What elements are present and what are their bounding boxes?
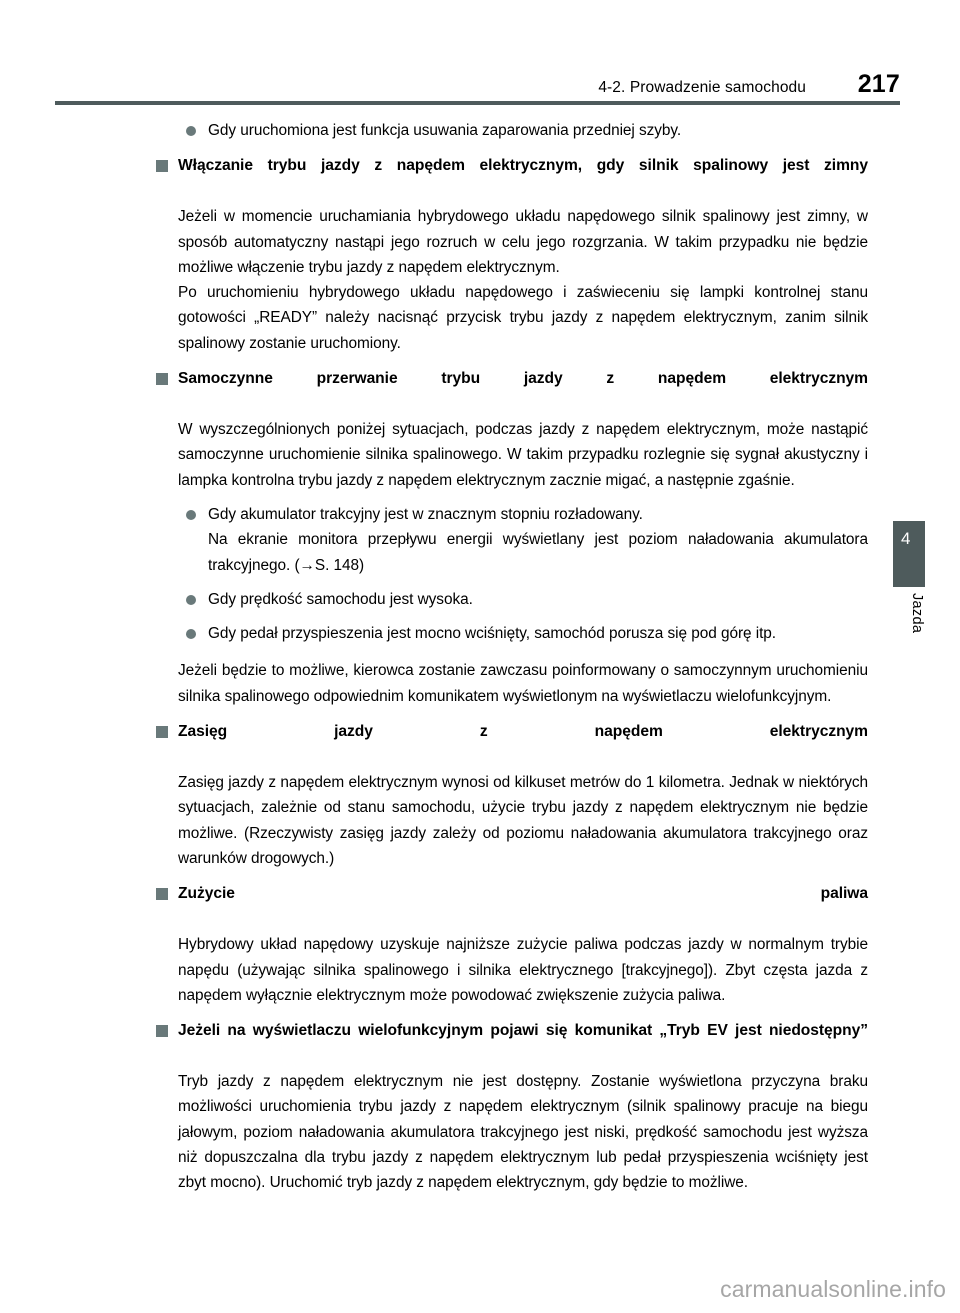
list-item bbox=[0, 621, 960, 646]
section-heading-text: Zużycie paliwa bbox=[178, 885, 868, 903]
paragraph: Tryb jazdy z napędem elektrycznym nie jest dostępny. Zostanie wyświetlona przyczyna braku możliwości uruchomienia trybu jazdy z napędem elektrycznym (silnik spalinowy pracuje na biegu jałowym, poziom naładowania akumulatora trakcyjnego jest niski, prędkość samochodu jest wyższa niż dopuszczalna dla trybu jazdy z napędem elektrycznym lub pedał przyspieszenia wciśnięty jest zbyt mocno). Uruchomić tryb jazdy z napędem elektrycznym, gdy będzie to możliwe. bbox=[178, 1073, 868, 1192]
section-heading bbox=[0, 1020, 960, 1063]
header-section-title: 4-2. Prowadzenie samochodu bbox=[598, 79, 806, 96]
list-item-subtext: Na ekranie monitora przepływu energii wyświetlany jest poziom naładowania akumulatora trakcyjnego. (→S. 148) bbox=[208, 531, 868, 574]
chapter-tab-number: 4 bbox=[901, 529, 911, 548]
list-item-text: Gdy pedał przyspieszenia jest mocno wciśnięty, samochód porusza się pod górę itp. bbox=[208, 625, 777, 643]
section-block bbox=[0, 368, 960, 709]
paragraph: Po uruchomieniu hybrydowego układu napędowego i zaświeceniu się lampki kontrolnej stanu gotowości „READY” należy nacisnąć przycisk trybu jazdy z napędem elektrycznym, zanim silnik spalinowy zostanie uruchomiony. bbox=[178, 284, 868, 352]
chapter-tab-label: Jazda bbox=[909, 593, 925, 634]
section-block bbox=[0, 1020, 960, 1195]
section-block bbox=[0, 155, 960, 356]
list-item bbox=[0, 587, 960, 612]
square-marker-icon bbox=[156, 160, 168, 172]
bullet-dot-icon bbox=[186, 595, 196, 605]
paragraph: Hybrydowy układ napędowy uzyskuje najniższe zużycie paliwa podczas jazdy w normalnym trybie napędu (używając silnika spalinowego i silnika elektrycznego [trakcyjnego]). Zbyt częsta jazda z napędem wyłącznie elektrycznym może powodować zwiększenie zużycia paliwa. bbox=[178, 936, 868, 1004]
section-heading-text: Samoczynne przerwanie trybu jazdy z napędem elektrycznym bbox=[178, 370, 868, 388]
page-content bbox=[0, 118, 960, 1196]
square-marker-icon bbox=[156, 726, 168, 738]
square-marker-icon bbox=[156, 1025, 168, 1037]
paragraph: Jeżeli w momencie uruchamiania hybrydowego układu napędowego silnik spalinowy jest zimny, w sposób automatyczny nastąpi jego rozruch w celu jego rozgrzania. W takim przypadku nie będzie możliwe włączenie trybu jazdy z napędem elektrycznym. bbox=[178, 208, 868, 276]
bullet-dot-icon bbox=[186, 629, 196, 639]
section-heading-text: Zasięg jazdy z napędem elektrycznym bbox=[178, 723, 868, 741]
section-block bbox=[0, 721, 960, 871]
list-item bbox=[0, 502, 960, 578]
section-heading bbox=[0, 155, 960, 198]
square-marker-icon bbox=[156, 373, 168, 385]
footer-watermark: carmanualsonline.info bbox=[720, 1276, 946, 1302]
section-block bbox=[0, 883, 960, 1008]
header-inner bbox=[55, 70, 900, 99]
section-heading bbox=[0, 721, 960, 764]
header-divider-rule bbox=[55, 101, 900, 105]
bullet-dot-icon bbox=[186, 126, 196, 136]
section-heading bbox=[0, 883, 960, 926]
page-number: 217 bbox=[857, 70, 900, 98]
bullet-dot-icon bbox=[186, 510, 196, 520]
page-header bbox=[0, 0, 960, 105]
paragraph: Zasięg jazdy z napędem elektrycznym wynosi od kilkuset metrów do 1 kilometra. Jednak w niektórych sytuacjach, zależnie od stanu samochodu, użycie trybu jazdy z napędem elektrycznym nie będzie możliwe. (Rzeczywisty zasięg jazdy zależy od poziomu naładowania akumulatora trakcyjnego oraz warunków drogowych.) bbox=[178, 774, 868, 867]
list-item bbox=[0, 118, 960, 143]
section-heading-text: Włączanie trybu jazdy z napędem elektrycznym, gdy silnik spalinowy jest zimny bbox=[178, 157, 868, 175]
list-item-text: Gdy uruchomiona jest funkcja usuwania zaparowania przedniej szyby. bbox=[208, 122, 682, 139]
list-item-text: Gdy prędkość samochodu jest wysoka. bbox=[208, 590, 473, 608]
paragraph: W wyszczególnionych poniżej sytuacjach, podczas jazdy z napędem elektrycznym, może nastąpić samoczynne uruchomienie silnika spalinowego. W takim przypadku rozlegnie się sygnał akustyczny i lampka kontrolna trybu jazdy z napędem elektrycznym zacznie migać, a następnie zgaśnie. bbox=[178, 421, 868, 489]
list-item-text: Gdy akumulator trakcyjny jest w znacznym stopniu rozładowany. bbox=[208, 505, 643, 523]
section-heading-text: Jeżeli na wyświetlaczu wielofunkcyjnym pojawi się komunikat „Tryb EV jest niedostępny” bbox=[178, 1022, 868, 1040]
paragraph: Jeżeli będzie to możliwe, kierowca zostanie zawczasu poinformowany o samoczynnym uruchomieniu silnika spalinowego odpowiednim komunikatem wyświetlonym na wyświetlaczu wielofunkcyjnym. bbox=[178, 662, 868, 705]
square-marker-icon bbox=[156, 888, 168, 900]
section-heading bbox=[0, 368, 960, 411]
